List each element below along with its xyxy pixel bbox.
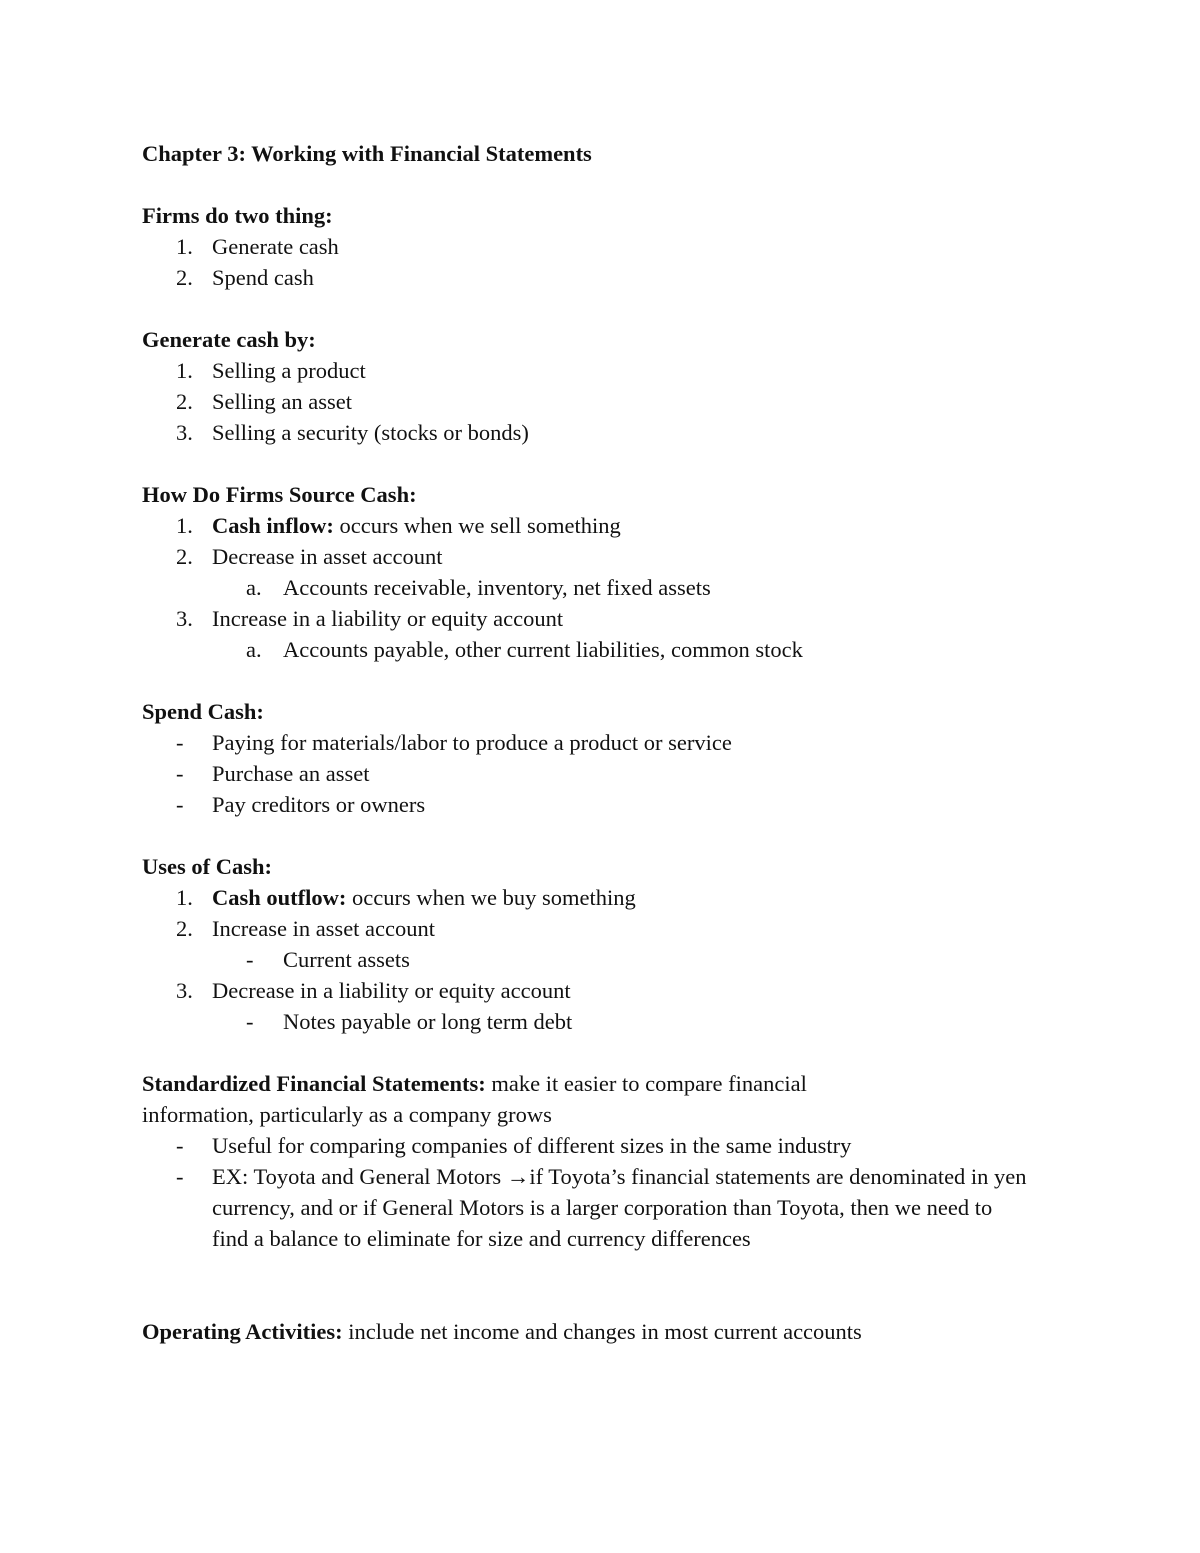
list-marker: 3. xyxy=(176,978,193,1003)
list-item xyxy=(142,262,1042,293)
standardized-intro xyxy=(142,1068,1042,1099)
sub-list-item xyxy=(142,1006,1042,1037)
list-marker: 2. xyxy=(176,916,193,941)
list-item-text: Selling a security (stocks or bonds) xyxy=(212,420,529,445)
list-item-text: Generate cash xyxy=(212,234,339,259)
sub-list-item xyxy=(142,944,1042,975)
list-item xyxy=(142,758,1042,789)
list-marker: - xyxy=(176,730,184,755)
list-item-text: Increase in a liability or equity account xyxy=(212,606,564,631)
list-item-text: Paying for materials/labor to produce a product or service xyxy=(212,730,732,755)
list-item-text: Accounts payable, other current liabilities, common stock xyxy=(283,637,803,662)
list-item xyxy=(142,975,1042,1006)
heading-uses: Uses of Cash: xyxy=(142,854,273,879)
term-standardized: Standardized Financial Statements: xyxy=(142,1071,486,1096)
list-item-text: Current assets xyxy=(283,947,410,972)
list-marker: 3. xyxy=(176,420,193,445)
page-title: Chapter 3: Working with Financial Statements xyxy=(142,141,592,166)
list-marker: 1. xyxy=(176,513,193,538)
list-marker: a. xyxy=(246,575,262,600)
list-item xyxy=(142,386,1042,417)
list-item-text: Selling a product xyxy=(212,358,366,383)
list-item xyxy=(142,727,1042,758)
term-cash-inflow: Cash inflow: xyxy=(212,513,334,538)
term-cash-outflow: Cash outflow: xyxy=(212,885,347,910)
list-marker: 2. xyxy=(176,544,193,569)
sub-list-item xyxy=(142,634,1042,665)
sub-list-item xyxy=(142,572,1042,603)
list-item xyxy=(142,603,1042,634)
list-marker: 2. xyxy=(176,265,193,290)
heading-generate: Generate cash by: xyxy=(142,327,316,352)
list-item xyxy=(142,417,1042,448)
list-item xyxy=(142,882,1042,913)
list-item xyxy=(142,789,1042,820)
list-item-text: Pay creditors or owners xyxy=(212,792,426,817)
list-item-text: Decrease in asset account xyxy=(212,544,443,569)
list-marker: - xyxy=(246,1009,254,1034)
list-item-text: Increase in asset account xyxy=(212,916,436,941)
term-operating: Operating Activities: xyxy=(142,1319,343,1344)
list-item xyxy=(142,510,1042,541)
list-marker: 1. xyxy=(176,885,193,910)
heading-spend: Spend Cash: xyxy=(142,699,264,724)
list-marker: - xyxy=(176,792,184,817)
operating-activities xyxy=(142,1316,1042,1347)
heading-source: How Do Firms Source Cash: xyxy=(142,482,417,507)
list-item-text: occurs when we sell something xyxy=(333,513,621,538)
document-content xyxy=(142,138,1042,1347)
list-item-text: Spend cash xyxy=(212,265,314,290)
list-item-text: Decrease in a liability or equity account xyxy=(212,978,571,1003)
list-marker: - xyxy=(246,947,254,972)
list-marker: 2. xyxy=(176,389,193,414)
list-item-text: Purchase an asset xyxy=(212,761,370,786)
list-item-text: Selling an asset xyxy=(212,389,352,414)
list-marker: 1. xyxy=(176,358,193,383)
standardized-text-line2: information, particularly as a company grows xyxy=(142,1102,552,1127)
list-marker: - xyxy=(176,1133,184,1158)
list-item xyxy=(142,1130,1042,1161)
list-item-text: Useful for comparing companies of different sizes in the same industry xyxy=(212,1133,852,1158)
list-item-text: Notes payable or long term debt xyxy=(283,1009,573,1034)
list-item xyxy=(142,1161,1042,1254)
list-item xyxy=(142,231,1042,262)
list-item xyxy=(142,913,1042,944)
list-item-text: Accounts receivable, inventory, net fixed assets xyxy=(283,575,711,600)
list-marker: 3. xyxy=(176,606,193,631)
operating-text: include net income and changes in most current accounts xyxy=(342,1319,862,1344)
list-item-text: occurs when we buy something xyxy=(346,885,636,910)
list-marker: a. xyxy=(246,637,262,662)
list-marker: 1. xyxy=(176,234,193,259)
list-item xyxy=(142,541,1042,572)
list-item-text: EX: Toyota and General Motors →if Toyota’s financial statements are denominated in yen currency, and or if General Motors is a larger corporation than Toyota, then we need to find a balance to eliminate for size and currency differences xyxy=(212,1164,1027,1251)
heading-firms: Firms do two thing: xyxy=(142,203,333,228)
standardized-text-line1: make it easier to compare financial xyxy=(485,1071,807,1096)
list-marker: - xyxy=(176,761,184,786)
list-item xyxy=(142,355,1042,386)
list-marker: - xyxy=(176,1164,184,1189)
